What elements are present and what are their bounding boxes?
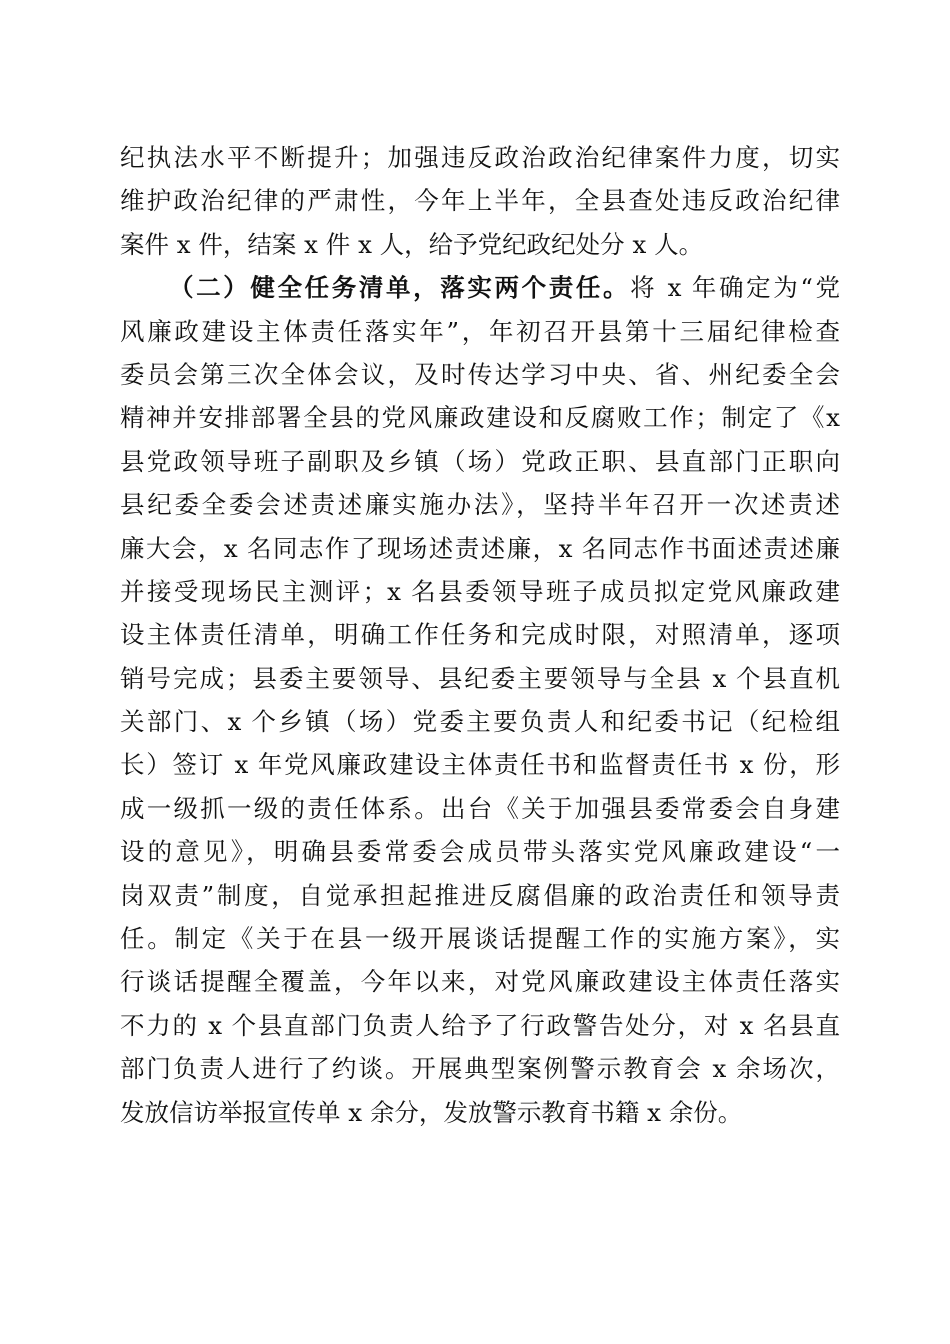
text-line: 县纪委全委会述责述廉实施办法》，坚持半年召开一次述责述 bbox=[120, 490, 840, 520]
text-line: 关部门、x 个乡镇（场）党委主要负责人和纪委书记（纪检组 bbox=[120, 707, 840, 737]
text-line: 纪执法水平不断提升；加强违反政治政治纪律案件力度，切实 bbox=[120, 143, 840, 172]
text-line: 发放信访举报宣传单 x 余分，发放警示教育书籍 x 余份。 bbox=[120, 1097, 743, 1127]
text-line: 设的意见》，明确县委常委会成员带头落实党风廉政建设“一 bbox=[120, 837, 840, 867]
paragraph-2 bbox=[120, 266, 840, 1134]
text-line: 长）签订 x 年党风廉政建设主体责任书和监督责任书 x 份，形 bbox=[120, 750, 840, 780]
paragraph-1 bbox=[120, 136, 840, 266]
text-line: 并接受现场民主测评；x 名县委领导班子成员拟定党风廉政建 bbox=[120, 576, 840, 606]
text-line: 销号完成；县委主要领导、县纪委主要领导与全县 x 个县直机 bbox=[120, 663, 840, 693]
text-line: 行谈话提醒全覆盖，今年以来，对党风廉政建设主体责任落实 bbox=[120, 967, 840, 997]
paragraph-first-line bbox=[120, 266, 840, 309]
text-line: 维护政治纪律的严肃性，今年上半年，全县查处违反政治纪律 bbox=[120, 186, 840, 216]
text-line: 成一级抓一级的责任体系。出台《关于加强县委常委会自身建 bbox=[120, 793, 840, 823]
text-line: 精神并安排部署全县的党风廉政建设和反腐败工作；制定了《x bbox=[120, 403, 840, 433]
text-line: 廉大会，x 名同志作了现场述责述廉，x 名同志作书面述责述廉 bbox=[120, 533, 840, 563]
text-line: 任。制定《关于在县一级开展谈话提醒工作的实施方案》，实 bbox=[120, 924, 840, 954]
text-line: 案件 x 件，结案 x 件 x 人，给予党纪政纪处分 x 人。 bbox=[120, 229, 704, 259]
section-heading: （二）健全任务清单，落实两个责任。 bbox=[169, 273, 631, 303]
text-run: 将 x 年确定为“党 bbox=[630, 273, 840, 303]
text-line: 不力的 x 个县直部门负责人给予了行政警告处分，对 x 名县直 bbox=[120, 1010, 840, 1040]
text-line: 风廉政建设主体责任落实年”，年初召开县第十三届纪律检查 bbox=[120, 316, 840, 346]
text-line: 岗双责”制度，自觉承担起推进反腐倡廉的政治责任和领导责 bbox=[120, 880, 840, 910]
text-line: 部门负责人进行了约谈。开展典型案例警示教育会 x 余场次， bbox=[120, 1054, 840, 1084]
text-line: 设主体责任清单，明确工作任务和完成时限，对照清单，逐项 bbox=[120, 620, 840, 650]
body-text bbox=[120, 136, 840, 1134]
text-line: 县党政领导班子副职及乡镇（场）党政正职、县直部门正职向 bbox=[120, 446, 840, 476]
text-line: 委员会第三次全体会议，及时传达学习中央、省、州纪委全会 bbox=[120, 359, 840, 389]
